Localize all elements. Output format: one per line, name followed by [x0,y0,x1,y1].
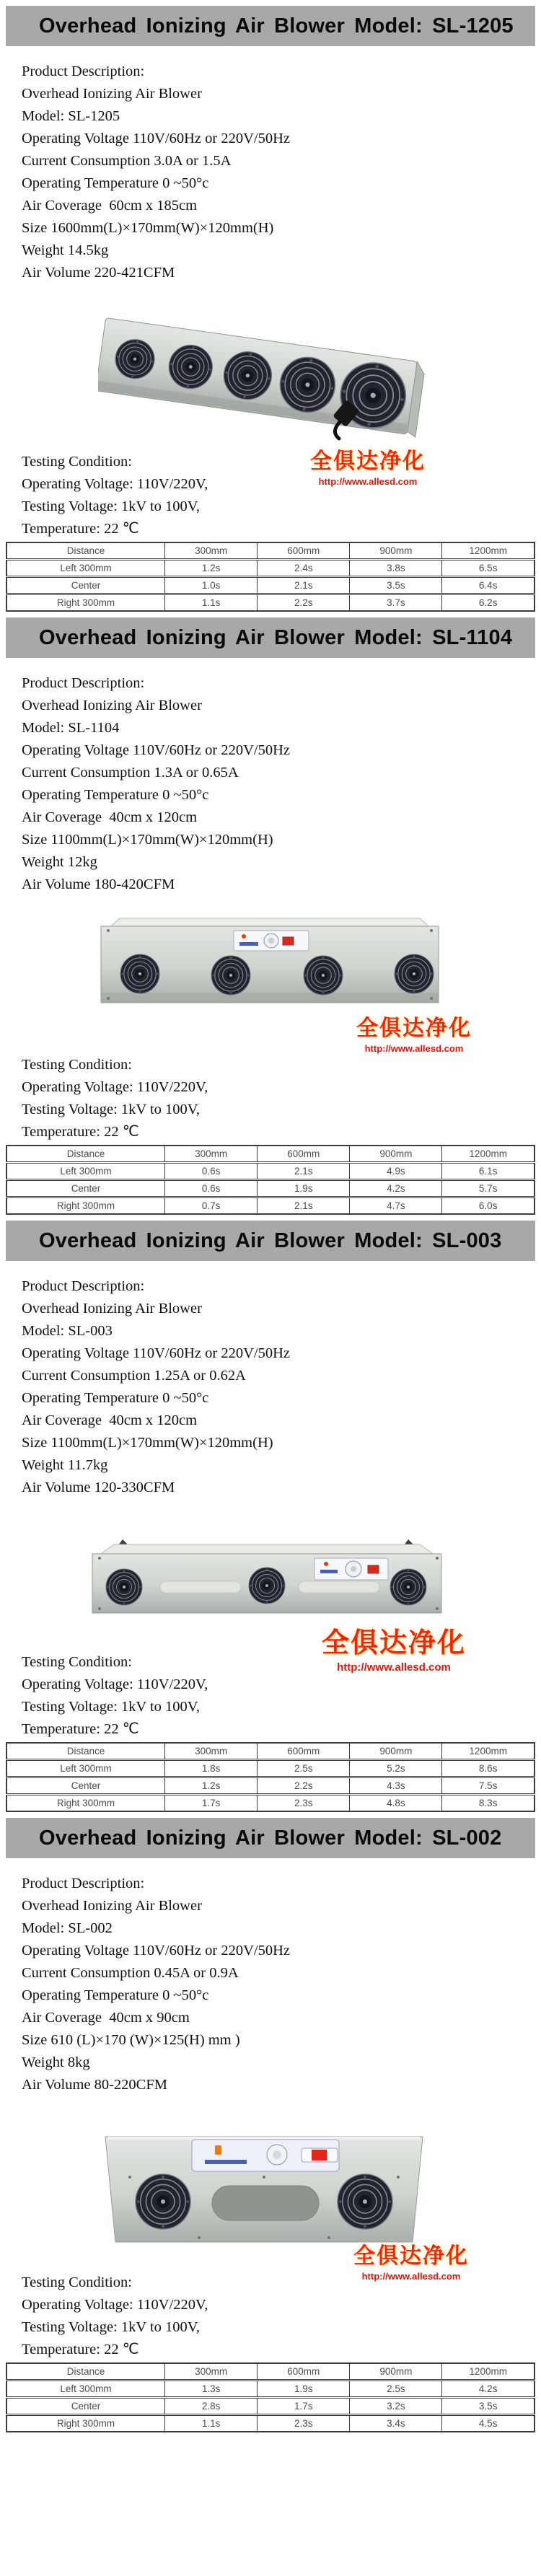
decay-time-table [6,542,535,612]
col-600mm: 600mm [258,1146,350,1163]
brand-name: 全俱达净化 [356,1016,472,1041]
decay-time-cell: 2.5s [350,2381,442,2398]
decay-time-cell: 3.2s [350,2398,442,2415]
table-row [6,1197,535,1215]
brand-name: 全俱达净化 [321,1627,466,1658]
table-row [6,1760,535,1777]
col-300mm: 300mm [165,1743,258,1760]
description-line: Overhead Ionizing Air Blower [22,1898,202,1914]
testing-title: Testing Condition: [22,1057,132,1073]
description-line: Operating Temperature 0 ~50°c [22,1390,209,1406]
description-line: Operating Voltage 110V/60Hz or 220V/50Hz [22,1943,290,1959]
description-line: Operating Voltage 110V/60Hz or 220V/50Hz [22,1345,290,1361]
brand-name: 全俱达净化 [310,449,426,474]
description-line: Weight 12kg [22,854,97,870]
description-line: Air Volume 180-420CFM [22,876,175,892]
description-line: Model: SL-002 [22,1920,113,1936]
section-header-bar [6,6,535,46]
testing-line: Operating Voltage: 110V/220V, [22,2297,208,2313]
decay-time-cell: 2.1s [258,1163,350,1180]
testing-line: Temperature: 22 ℃ [22,521,139,537]
decay-time-cell: 6.2s [442,594,535,612]
decay-time-cell: 2.1s [258,577,350,594]
decay-time-cell: 0.6s [165,1180,258,1197]
table-header-row [6,2363,535,2381]
row-label: Center [6,2398,165,2415]
decay-time-cell: 3.5s [350,577,442,594]
decay-time-cell: 1.7s [258,2398,350,2415]
decay-time-table [6,2362,535,2432]
row-label: Right 300mm [6,1795,165,1812]
description-line: Operating Temperature 0 ~50°c [22,1987,209,2003]
description-line: Size 1100mm(L)×170mm(W)×120mm(H) [22,832,273,848]
testing-line: Testing Voltage: 1kV to 100V, [22,1699,201,1715]
description-line: Air Volume 80-220CFM [22,2077,167,2093]
testing-line: Temperature: 22 ℃ [22,1124,139,1140]
description-line: Model: SL-1205 [22,108,120,124]
decay-time-cell: 2.3s [258,2415,350,2432]
figure-area [6,896,535,1054]
testing-line: Testing Voltage: 1kV to 100V, [22,1102,201,1117]
testing-line: Testing Voltage: 1kV to 100V, [22,498,201,514]
decay-time-cell: 5.2s [350,1760,442,1777]
table-row [6,594,535,612]
col-300mm: 300mm [165,542,258,560]
product-photo-sl-1205 [98,289,430,441]
col-1200mm: 1200mm [442,542,535,560]
control-panel [234,931,309,951]
decay-time-cell: 4.2s [442,2381,535,2398]
decay-time-cell: 7.5s [442,1777,535,1795]
product-photo-sl-002 [91,2131,437,2246]
product-section-sl-002 [6,1818,535,2432]
brand-watermark [322,1620,466,1674]
table-row [6,1180,535,1197]
testing-line: Operating Voltage: 110V/220V, [22,476,208,492]
decay-time-cell: 4.8s [350,1795,442,1812]
row-label: Left 300mm [6,560,165,577]
testing-title: Testing Condition: [22,454,132,470]
col-300mm: 300mm [165,1146,258,1163]
decay-time-table [6,1742,535,1812]
decay-time-cell: 1.0s [165,577,258,594]
product-photo-sl-1104 [89,915,450,1016]
decay-time-cell: 1.7s [165,1795,258,1812]
description-line: Air Volume 120-330CFM [22,1480,175,1495]
table-row [6,560,535,577]
decay-time-cell: 1.2s [165,560,258,577]
description-line: Product Description: [22,1278,145,1294]
decay-time-cell: 8.3s [442,1795,535,1812]
description-line: Size 1600mm(L)×170mm(W)×120mm(H) [22,220,274,236]
table-row [6,2415,535,2432]
decay-time-cell: 4.5s [442,2415,535,2432]
description-line: Overhead Ionizing Air Blower [22,1301,202,1316]
product-section-sl-003 [6,1221,535,1812]
decay-time-cell: 4.3s [350,1777,442,1795]
row-label: Left 300mm [6,1163,165,1180]
decay-time-cell: 1.9s [258,2381,350,2398]
testing-title: Testing Condition: [22,2274,132,2290]
description-line: Model: SL-003 [22,1323,113,1339]
decay-time-table [6,1145,535,1215]
control-panel [192,2140,339,2171]
table-row [6,2381,535,2398]
product-description [22,1275,535,1499]
decay-time-cell: 5.7s [442,1180,535,1197]
decay-time-cell: 1.1s [165,594,258,612]
description-line: Air Coverage 40cm x 90cm [22,2010,190,2026]
brand-url: http://www.allesd.com [361,2271,461,2282]
decay-time-cell: 1.2s [165,1777,258,1795]
brand-name: 全俱达净化 [353,2243,469,2269]
col-distance: Distance [6,2363,165,2381]
decay-time-cell: 3.5s [442,2398,535,2415]
decay-time-cell: 4.7s [350,1197,442,1215]
col-distance: Distance [6,1146,165,1163]
col-1200mm: 1200mm [442,1146,535,1163]
table-header-row [6,1146,535,1163]
table-header-row [6,542,535,560]
brand-watermark [356,1010,472,1054]
row-label: Right 300mm [6,2415,165,2432]
col-600mm: 600mm [258,542,350,560]
row-label: Center [6,577,165,594]
col-900mm: 900mm [350,1146,442,1163]
description-line: Weight 11.7kg [22,1457,108,1473]
section-title: Overhead Ionizing Air Blower Model: SL-1104 [39,625,513,649]
testing-title: Testing Condition: [22,1654,132,1670]
decay-time-cell: 0.6s [165,1163,258,1180]
decay-time-cell: 4.2s [350,1180,442,1197]
row-label: Center [6,1180,165,1197]
testing-conditions [22,451,535,540]
description-line: Size 1100mm(L)×170mm(W)×120mm(H) [22,1435,273,1451]
testing-line: Operating Voltage: 110V/220V, [22,1079,208,1095]
decay-time-cell: 2.5s [258,1760,350,1777]
description-line: Operating Voltage 110V/60Hz or 220V/50Hz [22,131,290,146]
description-line: Overhead Ionizing Air Blower [22,698,202,713]
decay-time-cell: 2.8s [165,2398,258,2415]
testing-line: Testing Voltage: 1kV to 100V, [22,2319,201,2335]
col-600mm: 600mm [258,2363,350,2381]
description-line: Weight 14.5kg [22,242,109,258]
table-row [6,2398,535,2415]
table-header-row [6,1743,535,1760]
decay-time-cell: 1.9s [258,1180,350,1197]
decay-time-cell: 2.3s [258,1795,350,1812]
decay-time-cell: 8.6s [442,1760,535,1777]
decay-time-cell: 2.2s [258,1777,350,1795]
description-line: Product Description: [22,1876,145,1891]
testing-line: Temperature: 22 ℃ [22,1721,139,1737]
decay-time-cell: 6.4s [442,577,535,594]
decay-time-cell: 2.1s [258,1197,350,1215]
col-900mm: 900mm [350,1743,442,1760]
decay-time-cell: 3.7s [350,594,442,612]
brand-url: http://www.allesd.com [364,1043,464,1054]
brand-watermark [310,443,426,487]
col-600mm: 600mm [258,1743,350,1760]
decay-time-cell: 6.5s [442,560,535,577]
description-line: Product Description: [22,675,145,691]
description-line: Model: SL-1104 [22,720,120,736]
testing-conditions [22,1054,535,1143]
decay-time-cell: 4.9s [350,1163,442,1180]
description-line: Operating Voltage 110V/60Hz or 220V/50Hz [22,742,290,758]
section-title: Overhead Ionizing Air Blower Model: SL-003 [39,1228,502,1252]
section-title: Overhead Ionizing Air Blower Model: SL-1205 [39,14,514,38]
col-distance: Distance [6,542,165,560]
description-line: Current Consumption 1.3A or 0.65A [22,765,239,781]
description-line: Overhead Ionizing Air Blower [22,86,202,102]
product-photo-sl-003 [82,1538,450,1628]
product-description [22,1873,535,2096]
control-panel [315,1558,388,1580]
product-section-sl-1104 [6,617,535,1215]
row-label: Left 300mm [6,2381,165,2398]
description-line: Size 610 (L)×170 (W)×125(H) mm ) [22,2032,240,2048]
testing-conditions [22,2272,535,2361]
row-label: Right 300mm [6,594,165,612]
decay-time-cell: 1.1s [165,2415,258,2432]
table-row [6,1163,535,1180]
table-row [6,577,535,594]
col-distance: Distance [6,1743,165,1760]
description-line: Current Consumption 1.25A or 0.62A [22,1368,246,1384]
section-header-bar [6,617,535,658]
row-label: Center [6,1777,165,1795]
table-row [6,1777,535,1795]
col-300mm: 300mm [165,2363,258,2381]
decay-time-cell: 6.1s [442,1163,535,1180]
section-header-bar [6,1818,535,1858]
description-line: Air Volume 220-421CFM [22,265,175,281]
testing-line: Operating Voltage: 110V/220V, [22,1676,208,1692]
col-1200mm: 1200mm [442,2363,535,2381]
testing-line: Temperature: 22 ℃ [22,2342,139,2357]
decay-time-cell: 3.4s [350,2415,442,2432]
description-line: Air Coverage 40cm x 120cm [22,809,198,825]
decay-time-cell: 1.3s [165,2381,258,2398]
col-1200mm: 1200mm [442,1743,535,1760]
description-line: Weight 8kg [22,2054,90,2070]
product-description [22,61,535,284]
description-line: Operating Temperature 0 ~50°c [22,175,209,191]
row-label: Right 300mm [6,1197,165,1215]
decay-time-cell: 1.8s [165,1760,258,1777]
brand-url: http://www.allesd.com [318,476,418,487]
description-line: Air Coverage 40cm x 120cm [22,1412,198,1428]
decay-time-cell: 0.7s [165,1197,258,1215]
col-900mm: 900mm [350,2363,442,2381]
decay-time-cell: 2.4s [258,560,350,577]
brand-watermark [353,2238,469,2282]
decay-time-cell: 6.0s [442,1197,535,1215]
col-900mm: 900mm [350,542,442,560]
description-line: Product Description: [22,63,145,79]
brand-url: http://www.allesd.com [337,1661,451,1674]
decay-time-cell: 2.2s [258,594,350,612]
decay-time-cell: 3.8s [350,560,442,577]
description-line: Operating Temperature 0 ~50°c [22,787,209,803]
table-row [6,1795,535,1812]
section-header-bar [6,1221,535,1261]
description-line: Current Consumption 0.45A or 0.9A [22,1965,239,1981]
description-line: Current Consumption 3.0A or 1.5A [22,153,232,169]
row-label: Left 300mm [6,1760,165,1777]
product-section-sl-1205 [6,6,535,612]
section-title: Overhead Ionizing Air Blower Model: SL-002 [39,1826,502,1850]
product-description [22,672,535,896]
description-line: Air Coverage 60cm x 185cm [22,198,198,214]
